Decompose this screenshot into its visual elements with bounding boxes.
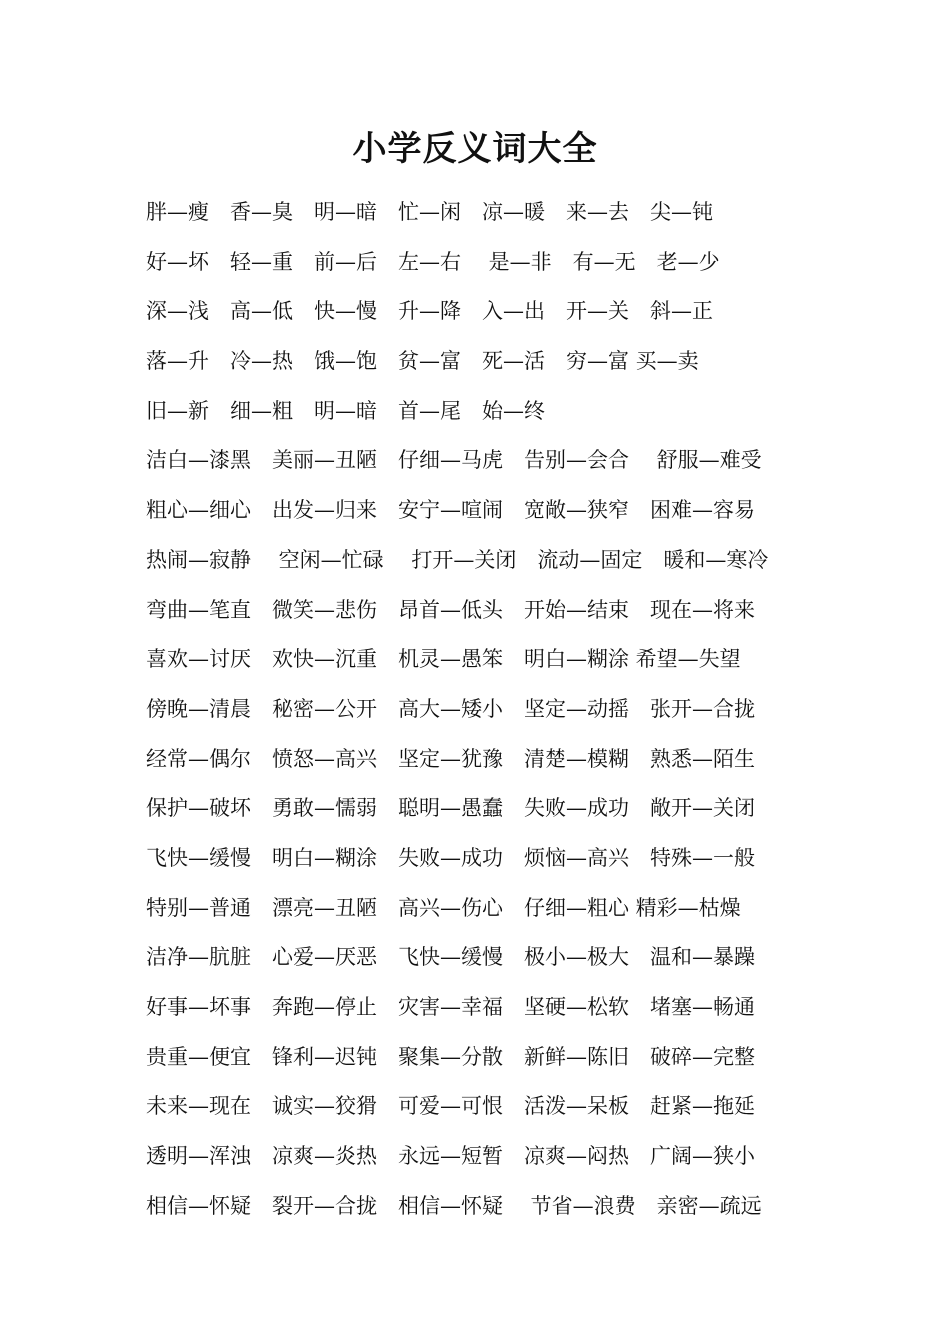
- antonym-line: 热闹—寂静 空闲—忙碌 打开—关闭 流动—固定 暖和—寒冷: [146, 547, 769, 572]
- page-title: 小学反义词大全: [352, 129, 598, 169]
- antonym-line: 贵重—便宜 锋利—迟钝 聚集—分散 新鲜—陈旧 破碎—完整: [146, 1044, 755, 1069]
- antonym-list: [146, 190, 826, 1233]
- antonym-line: 喜欢—讨厌 欢快—沉重 机灵—愚笨 明白—糊涂 希望—失望: [146, 647, 741, 672]
- antonym-line: 特别—普通 漂亮—丑陋 高兴—伤心 仔细—粗心 精彩—枯燥: [146, 895, 741, 920]
- antonym-line: 粗心—细心 出发—归来 安宁—喧闹 宽敞—狭窄 困难—容易: [146, 498, 755, 523]
- antonym-line: 落—升 冷—热 饿—饱 贫—富 死—活 穷—富 买—卖: [146, 349, 699, 374]
- antonym-line: 好事—坏事 奔跑—停止 灾害—幸福 坚硬—松软 堵塞—畅通: [146, 995, 755, 1019]
- antonym-line: 洁净—肮脏 心爱—厌恶 飞快—缓慢 极小—极大 温和—暴躁: [146, 945, 755, 970]
- antonym-line: 好—坏 轻—重 前—后 左—右 是—非 有—无 老—少: [146, 249, 720, 274]
- antonym-line: 深—浅 高—低 快—慢 升—降 入—出 开—关 斜—正: [146, 299, 713, 324]
- antonym-line: 傍晚—清晨 秘密—公开 高大—矮小 坚定—动摇 张开—合拢: [146, 696, 755, 721]
- antonym-line: 未来—现在 诚实—狡猾 可爱—可恨 活泼—呆板 赶紧—拖延: [146, 1094, 755, 1119]
- antonym-line: 飞快—缓慢 明白—糊涂 失败—成功 烦恼—高兴 特殊—一般: [146, 845, 755, 870]
- antonym-line: 胖—瘦 香—臭 明—暗 忙—闲 凉—暖 来—去 尖—钝: [146, 200, 713, 224]
- antonym-line: 保护—破坏 勇敢—懦弱 聪明—愚蠢 失败—成功 敞开—关闭: [146, 796, 755, 821]
- antonym-line: 透明—浑浊 凉爽—炎热 永远—短暂 凉爽—闷热 广阔—狭小: [146, 1144, 755, 1169]
- antonym-line: 经常—偶尔 愤怒—高兴 坚定—犹豫 清楚—模糊 熟悉—陌生: [146, 746, 755, 771]
- antonym-line: 洁白—漆黑 美丽—丑陋 仔细—马虎 告别—会合 舒服—难受: [146, 448, 762, 473]
- antonym-line: 相信—怀疑 裂开—合拢 相信—怀疑 节省—浪费 亲密—疏远: [146, 1193, 762, 1218]
- antonym-line: 弯曲—笔直 微笑—悲伤 昂首—低头 开始—结束 现在—将来: [146, 597, 755, 622]
- antonym-line: 旧—新 细—粗 明—暗 首—尾 始—终: [146, 398, 545, 423]
